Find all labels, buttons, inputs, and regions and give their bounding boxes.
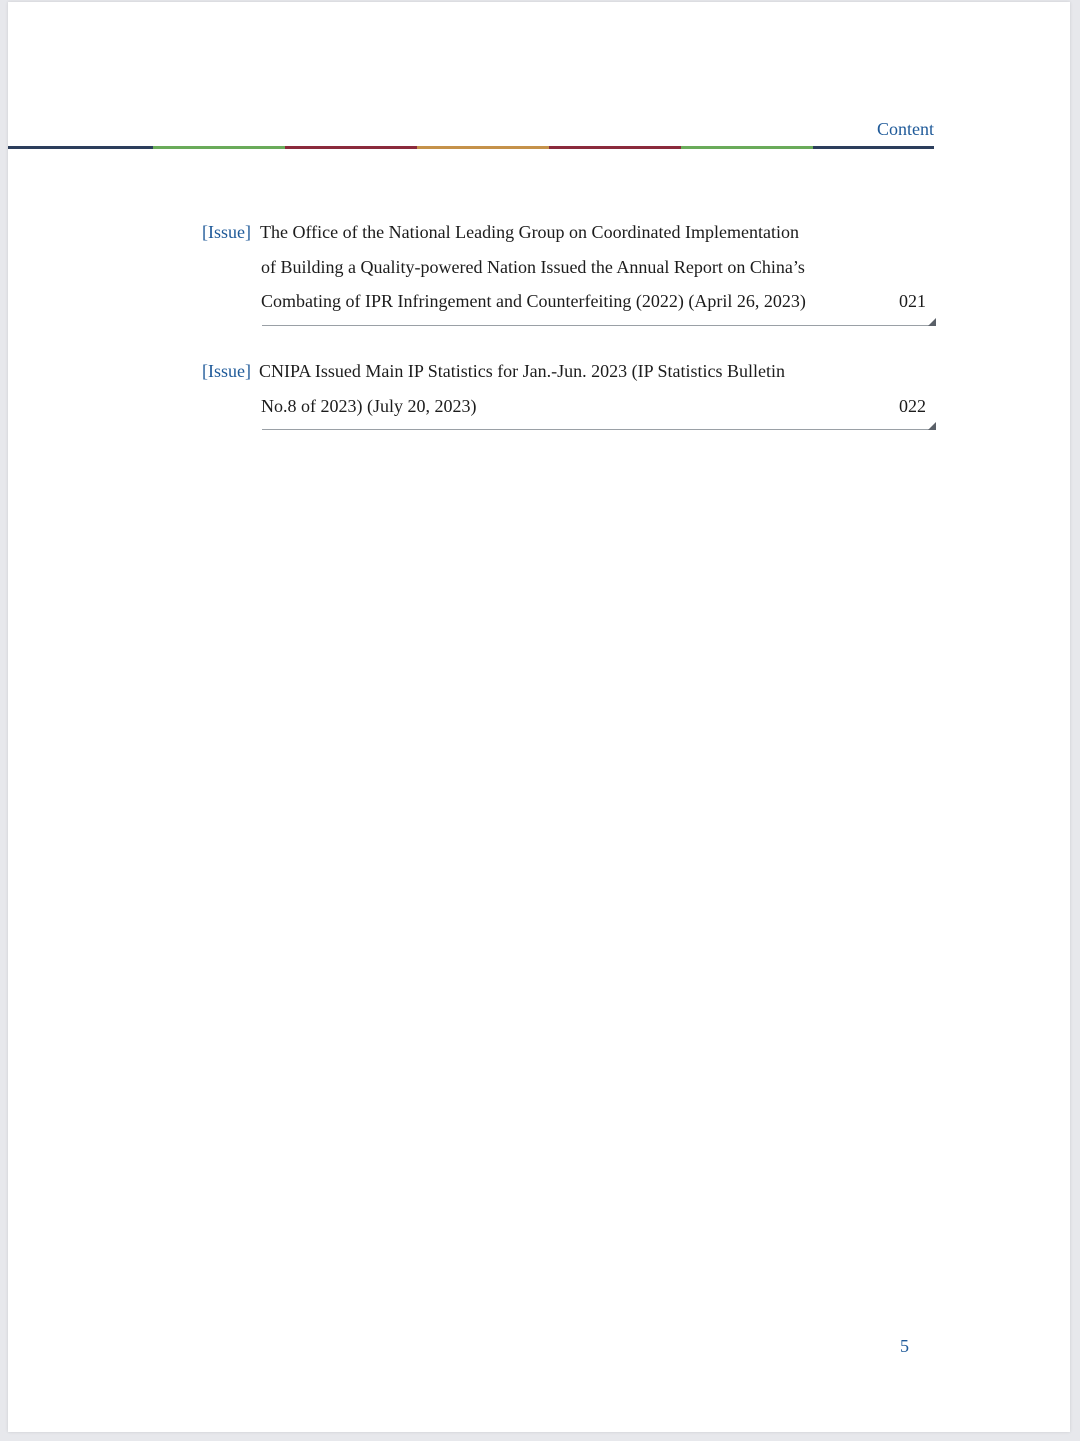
rule-segment [681,146,813,149]
document-page [8,2,1070,1432]
toc-entry[interactable] [202,215,936,328]
rule-segment [153,146,285,149]
toc-entry-tag: [Issue] [202,222,251,242]
page-number: 5 [900,1336,909,1356]
toc-entry-title-line: CNIPA Issued Main IP Statistics for Jan.-Jun. 2023 (IP Statistics Bulletin [259,361,786,381]
toc-entry-title-line: No.8 of 2023) (July 20, 2023) [261,395,477,416]
corner-triangle-icon [928,318,936,326]
rule-segment [285,146,417,149]
toc-entry-page-number: 021 [899,291,926,311]
toc-entry-title-line: The Office of the National Leading Group on Coordinated Implementation [260,222,800,242]
corner-triangle-icon [928,422,936,430]
toc-entry-underline [262,429,936,430]
section-header: Content [877,119,934,139]
rule-segment [417,146,549,149]
rule-segment [813,146,934,149]
toc-entry-title-line: of Building a Quality-powered Nation Issued the Annual Report on China’s [261,256,805,277]
toc-entry-page-number: 022 [899,395,926,416]
toc-entry-title-line: Combating of IPR Infringement and Counterfeiting (2022) (April 26, 2023) [261,291,806,311]
rule-segment [8,146,153,149]
rule-segment [549,146,681,149]
toc-entry-tag: [Issue] [202,361,251,381]
toc-entry-underline [262,325,936,326]
toc-entry[interactable] [202,354,936,432]
